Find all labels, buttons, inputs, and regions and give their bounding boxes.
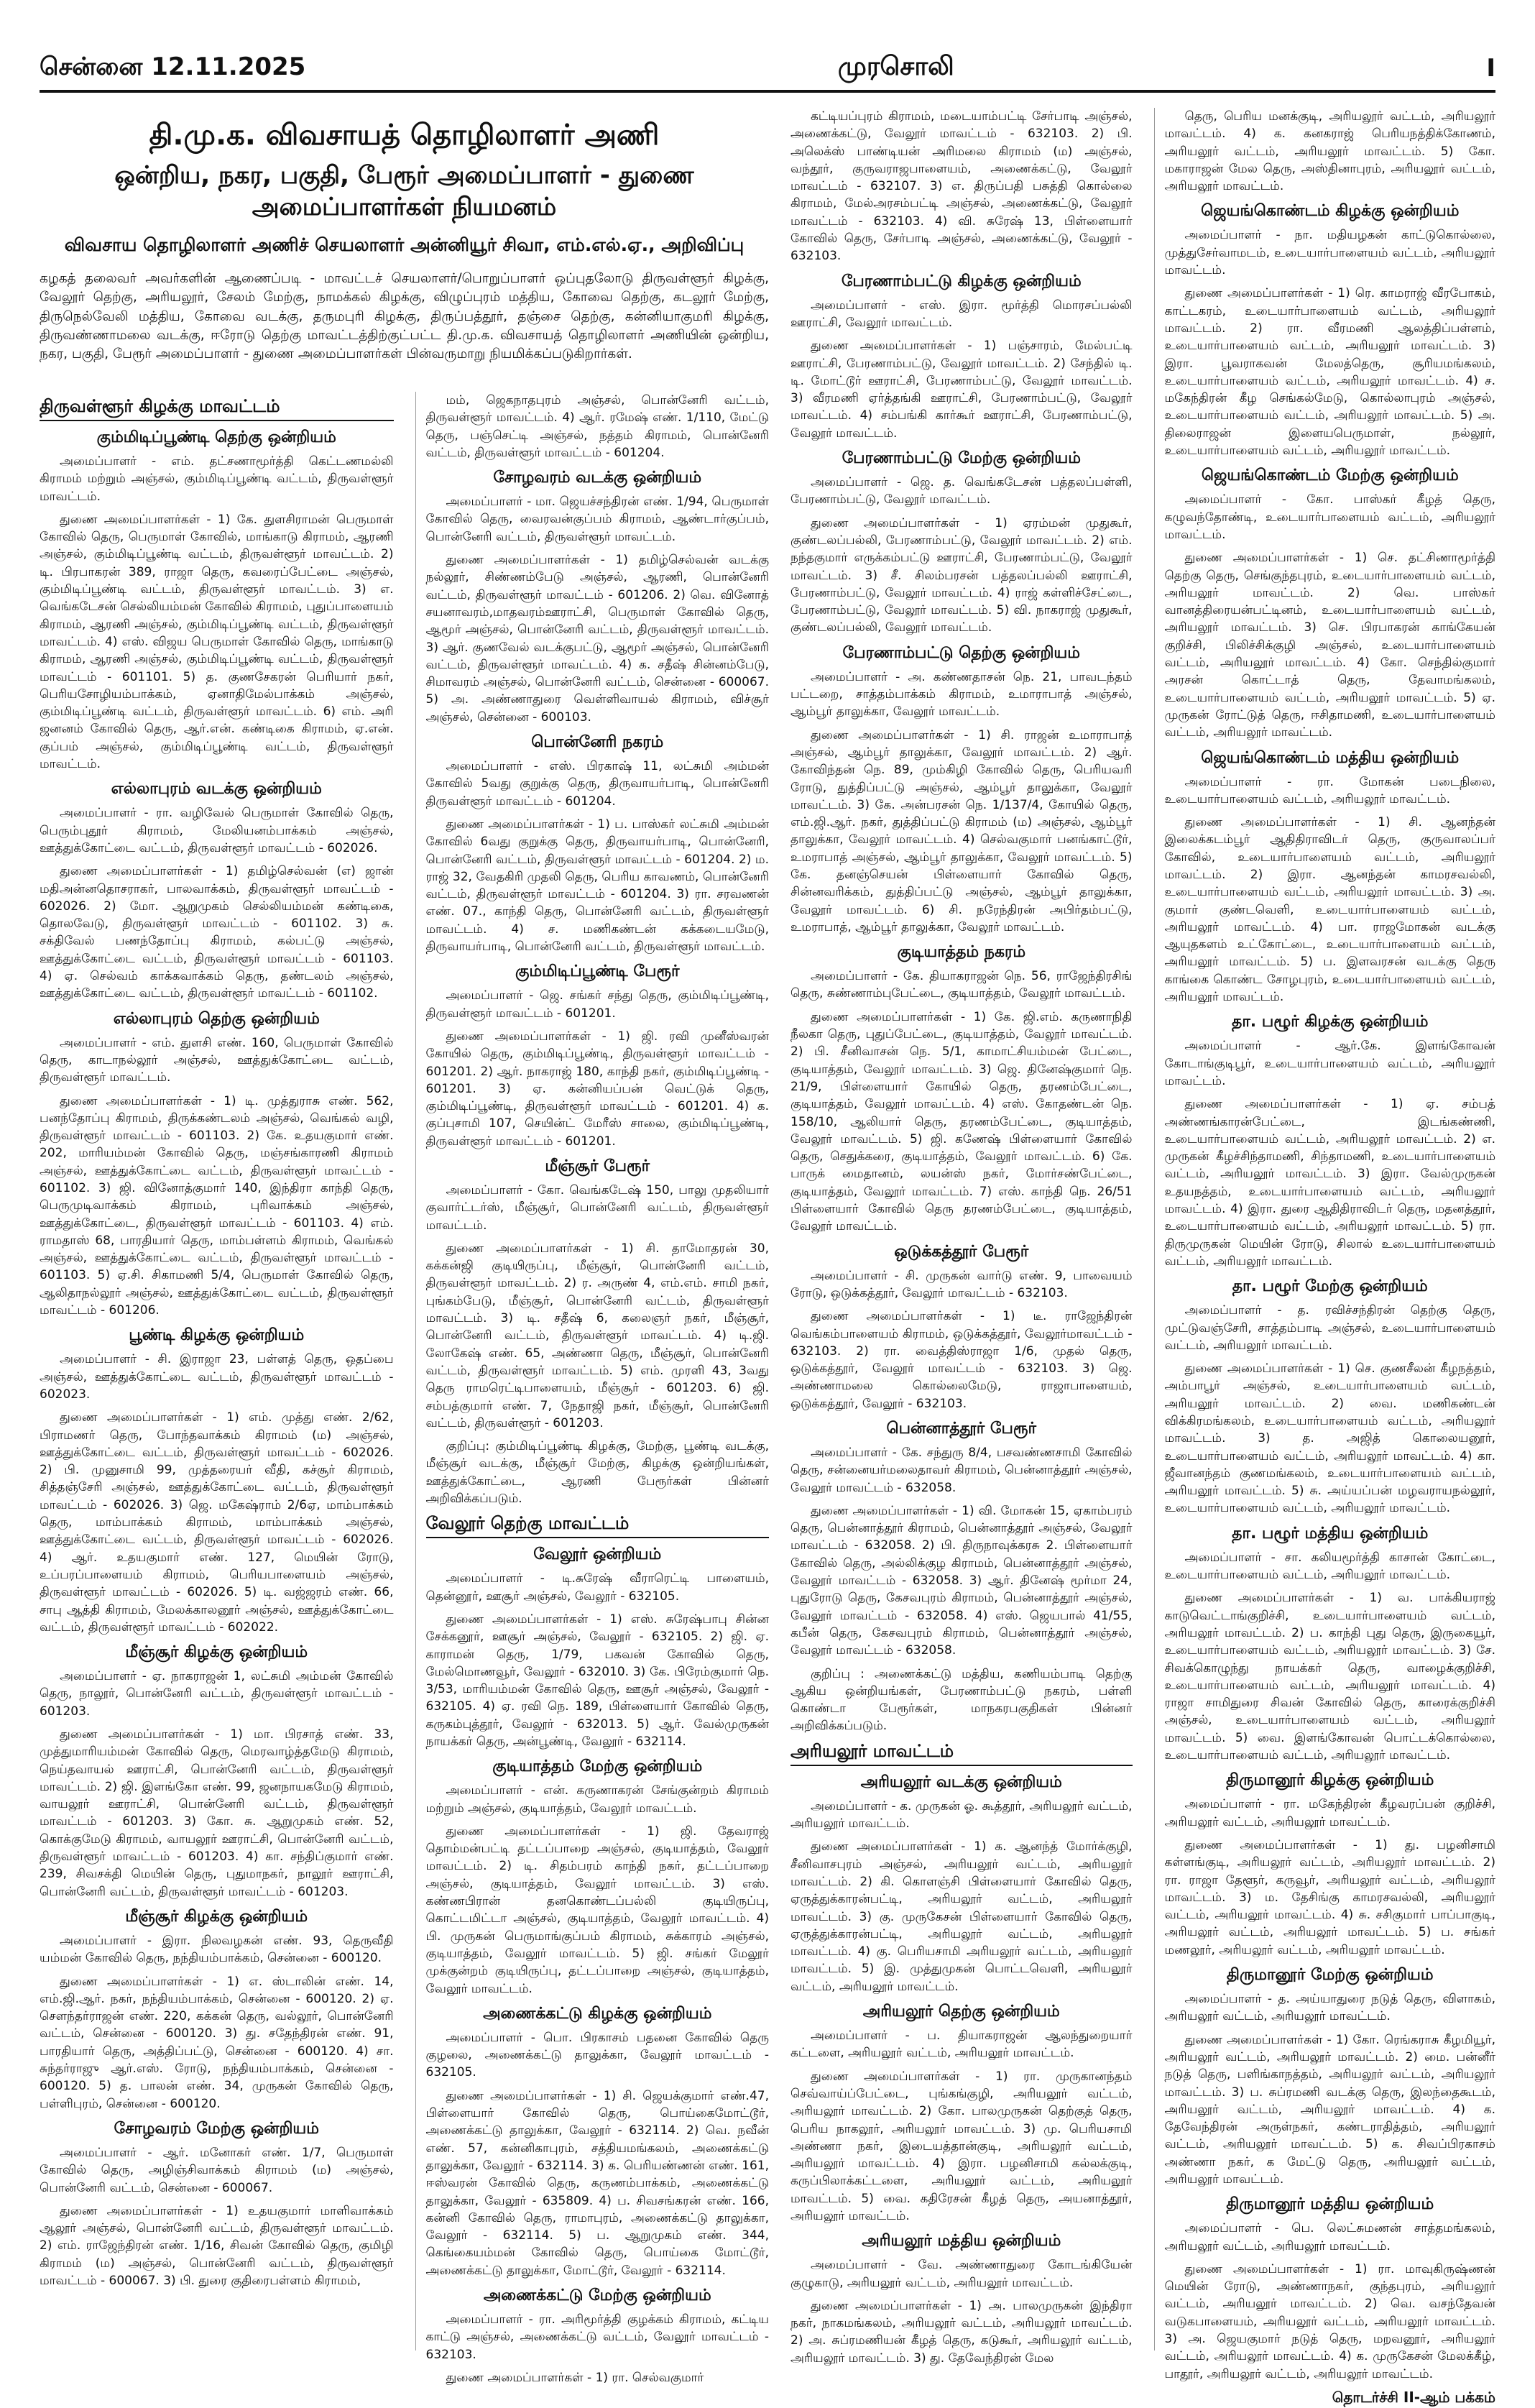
appointment-entry: துணை அமைப்பாளர்கள் - 1) ப. பாஸ்கர் லட்சுமி அம்மன் கோவில் 6வது குறுக்கு தெரு, திருவாயர்பாடி, பொன்னேரி, பொன்னேரி வட்டம், திருவள்ளூர் மாவட்டம் - 601204. 2) ம. ராஜ் 32, வேதகிரி முதலி தெரு, பெரிய காவணம், பொன்னேரி வட்டம், திருவள்ளூர் மாவட்டம் - 601204. 3) ரா. சரவணன் எண். 07., காந்தி தெரு, பொன்னேரி வட்டம், திருவள்ளூர் மாவட்டம். 4) ச. மணிகண்டன் கக்கடையமேடு, திருவாயர்பாடி, பொன்னேரி வட்டம், திருவள்ளூர் மாவட்டம். [425,817,769,955]
union-heading: மீஞ்சூர் கிழக்கு ஒன்றியம் [125,1643,308,1662]
appointment-entry: அமைப்பாளர் - ரா. மோகன் படைநிலை, உடையார்பாளையம் வட்டம், அரியலூர் மாவட்டம். [1164,774,1495,807]
union-heading: எல்லாபுரம் தெற்கு ஒன்றியம் [113,1009,320,1028]
appointment-entry: துணை அமைப்பாளர்கள் - 1) ஏ. சம்பத் அண்ணங்காரன்பேட்டை, இடங்கண்ணி, உடையார்பாளையம் வட்டம், அரியலூர் மாவட்டம். 2) எ. முருகன் கீழச்சிந்தாமணி, சிந்தாமணி, உடையார்பாளையம் வட்டம், அரியலூர் மாவட்டம். 3) இரா. வேல்முருகன் உதயநத்தம், உடையார்பாளையம் வட்டம், அரியலூர் மாவட்டம். 4) இரா. துரை ஆதிதிராவிடர் தெரு, மதனத்தூர், உடையார்பாளையம் வட்டம், அரியலூர் மாவட்டம். 5) ரா. திருமுருகன் மெயின் ரோடு, சிலால் உடையார்பாளையம் வட்டம், அரியலூர் மாவட்டம். [1164,1097,1495,1269]
union-heading: திருமானூர் மத்திய ஒன்றியம் [1226,2195,1434,2214]
appointment-entry: துணை அமைப்பாளர்கள் - 1) செ. தட்சிணாமூர்த்தி தெற்கு தெரு, செங்குந்தபுரம், உடையார்பாளையம் வட்டம், அரியலூர் மாவட்டம். 2) வெ. பாஸ்கர் வானத்திரையன்பட்டினம், உடையார்பாளையம் வட்டம், அரியலூர் மாவட்டம். 3) செ. பிரபாகரன் காங்கேயன் குறிச்சி, பிலிச்சிக்குழி அஞ்சல், உடையார்பாளையம் வட்டம், அரியலூர் மாவட்டம். 4) கோ. செந்தில்குமார் அரசன் கொட்டாத் தெரு, தேவாமங்கலம், உடையார்பாளையம் வட்டம், அரியலூர் மாவட்டம். 5) ஏ. முருகன் ரோட்டுத் தெரு, ஈசிதாமணி, உடையார்பாளையம் வட்டம், அரியலூர் மாவட்டம். [1164,551,1495,740]
appointment-entry: அமைப்பாளர் - சி. இராஜா 23, பள்ளத் தெரு, ஒதப்பை அஞ்சல், ஊத்துக்கோட்டை வட்டம், திருவள்ளூர் மாவட்டம் - 602023. [40,1352,394,1402]
left-columns [40,392,769,2385]
union-heading: பூண்டி கிழக்கு ஒன்றியம் [129,1326,305,1345]
appointment-entry: அமைப்பாளர் - ரா. மகேந்திரன் கீழவரப்பன் குறிச்சி, அரியலூர் வட்டம், அரியலூர் மாவட்டம். [1164,1797,1495,1829]
appointment-entry: துணை அமைப்பாளர்கள் - 1) ரா. மாவுகிருஷ்ணன் மெயின் ரோடு, அண்ணாநகர், குந்தபுரம், அரியலூர் வட்டம், அரியலூர் மாவட்டம். 2) வெ. வசந்தேவன் வடுகபாளையம், அரியலூர் வட்டம், அரியலூர் மாவட்டம். 3) அ. ஜெயகுமார் நடுத் தெரு, மறவனூர், அரியலூர் வட்டம், அரியலூர் மாவட்டம். 4) க. முருகேசன் மேலக்கீழ், பாதூர், அரியலூர் வட்டம், அரியலூர் மாவட்டம். [1164,2261,1495,2381]
appointment-entry: துணை அமைப்பாளர்கள் - 1) சி. ஜெயக்குமார் எண்.47, பிள்ளையார் கோவில் தெரு, பொய்கைமோட்டூர், அணைக்கட்டு தாலுக்கா, வேலூர் - 632114. 2) வெ. நவீன் எண். 57, கன்னிகாபுரம், சத்தியமங்கலம், அணைக்கட்டு தாலுக்கா, வேலூர் - 632114. 3) க. பெரியண்ணன் எண். 161, ஈஸ்வரன் கோவில் தெரு, கருணம்பாக்கம், அணைக்கட்டு தாலுக்கா, வேலூர் - 635809. 4) ப. சிவசங்கரன் எண். 166, கன்னி கோவில் தெரு, ராமாபுரம், அணைக்கட்டு தாலுக்கா, வேலூர் - 632114. 5) ப. ஆறுமுகம் எண். 344, கெங்கையம்மன் கோவில் தெரு, பொய்கை மோட்டூர், அணைக்கட்டு தாலுக்கா, மோட்டூர், வேலூர் - 632114. [425,2088,769,2278]
appointment-entry: துணை அமைப்பாளர்கள் - 1) சி. ஆனந்தன் இலைக்கடம்பூர் ஆதிதிராவிடர் தெரு, குருவாலப்பர் கோவில், உடையார்பாளையம் வட்டம், அரியலூர் மாவட்டம். 2) இரா. ஆனந்தன் காமரசவல்லி, உடையார்பாளையம் வட்டம், அரியலூர் மாவட்டம். 3) அ. குமார் குண்டவெளி, உடையார்பாளையம் வட்டம், அரியலூர் மாவட்டம். 4) பா. ராஜமோகன் வடக்கு ஆயுதகளம் உட்கோட்டை, உடையார்பாளையம் வட்டம், அரியலூர் மாவட்டம். 5) ப. இளவரசன் வடக்கு தெரு காங்கை கொண்ட சோழபுரம், உடையார்பாளையம் வட்டம், அரியலூர் மாவட்டம். [1164,815,1495,1005]
appointment-entry: அமைப்பாளர் - ஜெ. த. வெங்கடேசன் பத்தலப்பள்ளி, பேரணாம்பட்டு, வேலூர் மாவட்டம். [790,475,1133,507]
appointment-entry: துணை அமைப்பாளர்கள் - 1) ஏரம்மன் முதுகூர், குண்டலப்பல்லி, பேரணாம்பட்டு, வேலூர் மாவட்டம். 2) எம். நந்தகுமார் எருக்கம்பட்டு ஊராட்சி, பேரணாம்பட்டு, வேலூர் மாவட்டம். 3) சீ. சிலம்பரசன் பத்தலப்பல்லி ஊராட்சி, பேரணாம்பட்டு, வேலூர் மாவட்டம். 4) ராஜ் கள்ளிச்சேட்டை, பேரணாம்பட்டு, வேலூர் மாவட்டம். 5) வி. நாகராஜ் முதுகூர், குண்டலப்பல்லி, வேலூர் மாவட்டம். [790,515,1133,635]
union-heading: சோழவரம் வடக்கு ஒன்றியம் [493,469,702,487]
union-heading: வேலூர் ஒன்றியம் [533,1545,662,1564]
appointment-entry: துணை அமைப்பாளர்கள் - 1) து. பழனிசாமி கள்ளங்குடி, அரியலூர் வட்டம், அரியலூர் மாவட்டம். 2) ரா. ராஜா தேளூர், கருவூர், அரியலூர் வட்டம், அரியலூர் மாவட்டம். 3) ம. தேசிங்கு காமரசவல்லி, அரியலூர் வட்டம், அரியலூர் மாவட்டம். 4) சு. சசிகுமார் பாப்பாகுடி, அரியலூர் வட்டம், அரியலூர் மாவட்டம். 5) ப. சங்கர் மணலூர், அரியலூர் வட்டம், அரியலூர் மாவட்டம். [1164,1837,1495,1957]
continued-note: தொடர்ச்சி II-ஆம் பக்கம் [1332,2388,1495,2406]
appointment-entry: துணை அமைப்பாளர்கள் - 1) க. ஆனந்த் மோர்க்குழி, சீனிவாசபுரம் அஞ்சல், அரியலூர் வட்டம், அரியலூர் மாவட்டம். 2) கி. கொளஞ்சி பிள்ளையார் கோவில் தெரு, ஏருத்துக்காரன்பட்டி, அரியலூர் வட்டம், அரியலூர் மாவட்டம். 3) கு. முருகேசன் பிள்ளையார் கோவில் தெரு, ஏருத்துக்காரன்பட்டி, அரியலூர் வட்டம், அரியலூர் மாவட்டம். 4) கு. பெரியசாமி அரியலூர் வட்டம், அரியலூர் மாவட்டம். 5) இ. முத்துமுகன் பொட்டவெளி, அரியலூர் வட்டம், அரியலூர் மாவட்டம். [790,1839,1133,1994]
appointment-entry: துணை அமைப்பாளர்கள் - 1) கே. ஜி.எம். கருணாநிதி நீலகா தெரு, புதுப்பேட்டை, குடியாத்தம், வேலூர் மாவட்டம். 2) பி. சீனிவாசன் நெ. 5/1, காமாட்சியம்மன் பேட்டை, குடியாத்தம், வேலூர் மாவட்டம். 3) ஜெ. தினேஷ்குமார் நெ. 21/9, பிள்ளையார் கோயில் தெரு, தரணம்பேட்டை, குடியாத்தம், வேலூர் மாவட்டம். 4) எஸ். கோதண்டன் நெ. 158/10, ஆலியார் தெரு, தரணம்பேட்டை, குடியாத்தம், வேலூர் மாவட்டம். 5) ஜி. கணேஷ் பிள்ளையார் கோவில் தெரு, செதுக்கரை, குடியாத்தம், வேலூர் மாவட்டம். 6) கே. பாருக் மைதானம், லயன்ஸ் நகர், மோர்சண்பேட்டை, குடியாத்தம், வேலூர் மாவட்டம். 7) எஸ். காந்தி நெ. 26/51 பிள்ளையார் கோவில் தெரு தரணம்பேட்டை, குடியாத்தம், வேலூர் மாவட்டம். [790,1009,1133,1234]
appointment-entry: துணை அமைப்பாளர்கள் - 1) தமிழ்செல்வன் (எ) ஜான் மதிஅன்னதொசராகர், பாலவாக்கம், திருவள்ளூர் மாவட்டம் - 602026. 2) மோ. ஆறுமுகம் செல்லியம்மன் கண்டிகை, தொலவேடு, திருவள்ளூர் மாவட்டம் - 601102. 3) சு. சக்திவேல் பணந்தோப்பு கிராமம், கல்பட்டு அஞ்சல், ஊத்துக்கோட்டை வட்டம், திருவள்ளூர் மாவட்டம் - 601103. 4) ஏ. செல்வம் காக்கவாக்கம் தெரு, தண்டலம் அஞ்சல், ஊத்துக்கோட்டை வட்டம், திருவள்ளூர் மாவட்டம் - 601102. [40,864,394,1001]
union-heading: திருமானூர் மேற்கு ஒன்றியம் [1226,1966,1434,1985]
district-heading: திருவள்ளூர் கிழக்கு மாவட்டம் [40,396,394,421]
appointment-entry: துணை அமைப்பாளர்கள் - 1) சி. ராஜன் உமாராபாத் அஞ்சல், ஆம்பூர் தாலுக்கா, வேலூர் மாவட்டம். 2) ஆர். கோவிந்தன் நெ. 89, மும்கிழி கோவில் தெரு, பெரியவரி ரோடு, துத்திப்பட்டு அஞ்சல், ஆம்பூர் தாலுக்கா, வேலூர் மாவட்டம். 3) கே. அன்பரசன் நெ. 1/137/4, கோயில் தெரு, எம்.ஜி.ஆர். நகர், துத்திப்பட்டு கிராமம் (ம) அஞ்சல், ஆம்பூர் தாலுக்கா, வேலூர் மாவட்டம். 4) செல்வகுமார் பனங்காட்டூர், உமராபாத் அஞ்சல், ஆம்பூர் தாலுக்கா, வேலூர் மாவட்டம். 5) கே. தனஞ்செயன் பிள்ளையார் கோவில் தெரு, சின்னவரிக்கம், துத்திப்பட்டு அஞ்சல், ஆம்பூர் தாலுக்கா, வேலூர் மாவட்டம். 6) சி. நரேந்திரன் அபிர்தம்பட்டு, உமராபாத், ஆம்பூர் தாலுக்கா, வேலூர் மாவட்டம். [790,727,1133,934]
issue-date: சென்னை 12.11.2025 [40,52,306,81]
appointment-entry: துணை அமைப்பாளர்கள் - 1) சி. தாமோதரன் 30, கக்கன்ஜி குடியிருப்பு, மீஞ்சூர், பொன்னேரி வட்டம், திருவள்ளூர் மாவட்டம். 2) ர. அருண் 4, எம்.எம். சாமி நகர், புங்கம்பேடு, மீஞ்சூர், பொன்னேரி வட்டம், திருவள்ளூர் மாவட்டம். 3) டி. சதீஷ் 6, கலைஞர் நகர், மீஞ்சூர், பொன்னேரி வட்டம், திருவள்ளூர் மாவட்டம். 4) டி.ஜி. லோகேஷ் எண். 65, அண்ணா தெரு, மீஞ்சூர், பொன்னேரி வட்டம், திருவள்ளூர் மாவட்டம். 5) எம். முரளி 43, 3வது தெரு ராமரெட்டிபாளையம், மீஞ்சூர் - 601203. 6) ஜி. சம்பத்குமார் எண். 7, நேதாஜி நகர், மீஞ்சூர், பொன்னேரி வட்டம், திருவள்ளூர் - 601203. [425,1241,769,1430]
union-heading: பேரணாம்பட்டு தெற்கு ஒன்றியம் [842,643,1080,662]
appointment-entry: அமைப்பாளர் - கோ. வெங்கடேஷ் 150, பாலு முதலியார் குவார்ட்டர்ஸ், மீஞ்சூர், பொன்னேரி வட்டம், திருவள்ளூர் மாவட்டம். [425,1182,769,1233]
appointment-entry: குறிப்பு : அணைக்கட்டு மத்திய, கணியம்பாடி தெற்கு ஆகிய ஒன்றியங்கள், பேரணாம்பட்டு நகரம், பள்ளி கொண்டா பேரூர்கள், மாநகரபகுதிகள் பின்னர் அறிவிக்கப்படும். [790,1666,1133,1734]
appointment-entry: அமைப்பாளர் - ஜெ. சங்கர் சந்து தெரு, கும்மிடிப்பூண்டி, திருவள்ளூர் மாவட்டம் - 601201. [425,988,769,1021]
appointment-entry: துணை அமைப்பாளர்கள் - 1) எ. ஸ்டாலின் எண். 14, எம்.ஜி.ஆர். நகர், நந்தியம்பாக்கம், சென்னை - 600120. 2) ஏ. சௌந்தர்ராஜன் எண். 220, கக்கன் தெரு, வல்லூர், பொன்னேரி வட்டம், சென்னை - 600120. 3) து. சதேந்திரன் எண். 91, பாரதியார் தெரு, அத்திப்பட்டு, சென்னை - 600120. 4) சா. சுந்தர்ராஜு ஆர்.எஸ். ரோடு, நந்தியம்பாக்கம், சென்னை - 600120. 5) த. பாலன் எண். 34, முருகன் கோவில் தெரு, பள்ளிபுரம், சென்னை - 600120. [40,1974,394,2111]
column-1 [40,392,394,2350]
appointment-entry: அமைப்பாளர் - ப. தியாகராஜன் ஆலந்துறையார் கட்டளை, அரியலூர் வட்டம், அரியலூர் மாவட்டம். [790,2028,1133,2061]
appointment-entry: அமைப்பாளர் - அ. கண்ணதாசன் நெ. 21, பாவடந்தம் பட்டறை, சாத்தம்பாக்கம் கிராமம், உமாராபாத் அஞ்சல், ஆம்பூர் தாலுக்கா, வேலூர் மாவட்டம். [790,669,1133,720]
union-heading: மீஞ்சூர் கிழக்கு ஒன்றியம் [125,1907,308,1926]
appointment-entry: அமைப்பாளர் - ஆர்.கே. இளங்கோவன் கோடாங்குடிபூர், உடையார்பாளையம் வட்டம், அரியலூர் மாவட்டம். [1164,1039,1495,1088]
headline-title: தி.மு.க. விவசாயத் தொழிலாளர் அணி [149,119,660,152]
union-heading: கும்மிடிப்பூண்டி பேரூர் [515,962,680,981]
appointment-entry: மம், ஜெகநாதபுரம் அஞ்சல், பொன்னேரி வட்டம், திருவள்ளூர் மாவட்டம். 4) ஆர். ரமேஷ் எண். 1/110, மேட்டு தெரு, பஞ்செட்டி அஞ்சல், நத்தம் கிராமம், பொன்னேரி வட்டம், திருவள்ளூர் மாவட்டம் - 601204. [425,393,769,460]
union-heading: அரியலூர் வடக்கு ஒன்றியம் [860,1773,1062,1791]
paper-name: முரசொலி [837,52,954,81]
appointment-entry: அமைப்பாளர் - கே. தியாகராஜன் நெ. 56, ராஜேந்திரசிங் தெரு, சுண்ணாம்புபேட்டை, குடியாத்தம், வேலூர் மாவட்டம். [790,969,1133,1001]
appointment-entry: அமைப்பாளர் - நா. மதியழகன் காட்டுகொல்லை, முத்துசேர்வாமடம், உடையார்பாளையம் வட்டம், அரியலூர் மாவட்டம். [1164,228,1495,278]
union-heading: பேரணாம்பட்டு கிழக்கு ஒன்றியம் [841,272,1082,290]
district-heading: வேலூர் தெற்கு மாவட்டம் [426,1513,770,1538]
union-heading: அரியலூர் மத்திய ஒன்றியம் [862,2232,1061,2251]
appointment-entry: அமைப்பாளர் - த. ரவிச்சந்திரன் தெற்கு தெரு, முட்டுவஞ்சேரி, சாத்தம்பாடி அஞ்சல், உடையார்பாளையம் வட்டம், அரியலூர் மாவட்டம். [1164,1303,1495,1353]
appointment-entry: துணை அமைப்பாளர்கள் - 1) ரெ. காமராஜ் வீரபோகம், காட்டகரம், உடையார்பாளையம் வட்டம், அரியலூர் மாவட்டம். 2) ரா. வீரமணி ஆலத்திப்பள்ளம், உடையார்பாளையம் வட்டம், அரியலூர் மாவட்டம். 3) இரா. பூவராகவன் மேலத்தெரு, சூரியமங்கலம், உடையார்பாளையம் வட்டம், அரியலூர் மாவட்டம். 4) ச. மகேந்திரன் கீழ செங்கல்மேடு, கொல்லாபுரம் அஞ்சல், உடையார்பாளையம் வட்டம், அரியலூர் மாவட்டம். 5) அ. திலைராஜன் இளையபெருமாள், நல்லூர், உடையார்பாளையம் வட்டம், அரியலூர் மாவட்டம். [1164,286,1495,459]
appointment-entry: தெரு, பெரிய மனக்குடி, அரியலூர் வட்டம், அரியலூர் மாவட்டம். 4) க. கனகராஜ் பெரியநத்திக்கோணம், அரியலூர் வட்டம், அரியலூர் மாவட்டம். 5) கோ. மகாராஜன் மேல தெரு, அஸ்தினாபுரம், அரியலூர் வட்டம், அரியலூர் மாவட்டம். [1164,109,1495,194]
union-heading: பேரணாம்பட்டு மேற்கு ஒன்றியம் [842,449,1081,468]
appointment-entry: அமைப்பாளர் - இரா. நிலவழகன் எண். 93, தெருவீதி யம்மன் கோவில் தெரு, நந்தியம்பாக்கம், சென்னை - 600120. [40,1933,394,1966]
appointment-entry: துணை அமைப்பாளர்கள் - 1) எம். முத்து எண். 2/62, பிராமணர் தெரு, போந்தவாக்கம் கிராமம் (ம) அஞ்சல், ஊத்துக்கோட்டை வட்டம், திருவள்ளூர் மாவட்டம் - 602026. 2) பி. முனுசாமி 99, முத்தரையர் வீதி, கச்சூர் கிராமம், சித்தஞ்சேரி அஞ்சல், ஊத்துக்கோட்டை வட்டம், திருவள்ளூர் மாவட்டம் - 602026. 3) ஜெ. மகேஷ்ராம் 2/6ஏ, மாம்பாக்கம் தெரு, மாம்பாக்கம் கிராமம், மாம்பாக்கம் அஞ்சல், ஊத்துக்கோட்டை வட்டம், திருவள்ளூர் மாவட்டம் - 602026. 4) ஆர். உதயகுமார் எண். 127, மெயின் ரோடு, உப்பரப்பாளையம் கிராமம், பெரியபாளையம் அஞ்சல், திருவள்ளூர் மாவட்டம் - 602026. 5) டி. வஜ்ஜரம் எண். 66, சாபு ஆத்தி கிராமம், மேலக்காலனூர் அஞ்சல், ஊத்துக்கோட்டை வட்டம், திருவள்ளூர் மாவட்டம் - 602022. [40,1410,394,1635]
union-heading: ஜெயங்கொண்டம் கிழக்கு ஒன்றியம் [1201,202,1460,221]
appointment-entry: அமைப்பாளர் - ஏ. நாகராஜன் 1, லட்சுமி அம்மன் கோவில் தெரு, நாலூர், பொன்னேரி வட்டம், திருவள்ளூர் மாவட்டம் - 601203. [40,1669,394,1719]
appointment-entry: குறிப்பு: கும்மிடிப்பூண்டி கிழக்கு, மேற்கு, பூண்டி வடக்கு, மீஞ்சூர் வடக்கு, மீஞ்சூர் மேற்கு, கிழக்கு ஒன்றியங்கள், ஊத்துக்கோட்டை, ஆரணி பேரூர்கள் பின்னர் அறிவிக்கப்படும். [425,1439,769,1507]
union-heading: ஜெயங்கொண்டம் மேற்கு ஒன்றியம் [1201,467,1459,485]
appointment-entry: துணை அமைப்பாளர்கள் - 1) வ. பாக்கியராஜ் காடுவெட்டாங்குறிச்சி, உடையார்பாளையம் வட்டம், அரியலூர் மாவட்டம். 2) ப. காந்தி புது தெரு, இருகையூர், உடையார்பாளையம் வட்டம், அரியலூர் மாவட்டம். 3) சே. சிவக்கொழுந்து நாயக்கர் தெரு, வாழைக்குறிச்சி, உடையார்பாளையம் வட்டம், அரியலூர் மாவட்டம். 4) ராஜா சாமிதுரை சிவன் கோவில் தெரு, காரைக்குறிச்சி அஞ்சல், உடையார்பாளையம் வட்டம், அரியலூர் மாவட்டம். 5) வை. இளங்கோவன் பொட்டக்கொல்லை, உடையார்பாளையம் வட்டம், அரியலூர் மாவட்டம். [1164,1591,1495,1763]
union-heading: பொன்னேரி நகரம் [531,733,664,752]
appointment-entry: துணை அமைப்பாளர்கள் - 1) அ. பாலமுருகன் இந்திரா நகர், நாகமங்கலம், அரியலூர் வட்டம், அரியலூர் மாவட்டம். 2) அ. சுப்ரமணியன் கீழத் தெரு, கடுகூர், அரியலூர் வட்டம், அரியலூர் மாவட்டம். 3) து. தேவேந்திரன் மேல [790,2298,1133,2366]
appointment-entry: துணை அமைப்பாளர்கள் - 1) தமிழ்செல்வன் வடக்கு நல்லூர், சிண்ணம்பேடு அஞ்சல், ஆரணி, பொன்னேரி வட்டம், திருவள்ளூர் மாவட்டம் - 601206. 2) வெ. வினோத் சயனாவரம்,மாதவரம்ஊராட்சி, பெருமாள் கோவில் தெரு, ஆமூர் அஞ்சல், பொன்னேரி வட்டம், திருவள்ளூர் மாவட்டம். 3) ஆர். குணவேல் வடக்குபட்டு, ஆமூர் அஞ்சல், பொன்னேரி வட்டம், திருவள்ளூர் மாவட்டம். 4) க. சதீஷ் சின்னம்பேடு, சிமாவரம் அஞ்சல், பொன்னேரி வட்டம், சென்னை - 600067. 5) அ. அண்ணாதுரை வெள்ளிவாயல் கிராமம், விச்சூர் அஞ்சல், சென்னை - 600103. [425,553,769,725]
headline-subtitle: ஒன்றிய, நகர, பகுதி, பேரூர் அமைப்பாளர் - துணை அமைப்பாளர்கள் நியமனம் [114,161,694,221]
union-heading: தா. பழூர் மத்திய ஒன்றியம் [1232,1524,1429,1543]
union-heading: ஜெயங்கொண்டம் மத்திய ஒன்றியம் [1201,748,1460,767]
appointment-entry: துணை அமைப்பாளர்கள் - 1) செ. குணசீலன் கீழநத்தம், அம்பாபூர் அஞ்சல், உடையார்பாளையம் வட்டம், அரியலூர் மாவட்டம். 2) வை. மணிகண்டன் விக்கிரமங்கலம், உடையார்பாளையம் வட்டம், அரியலூர் மாவட்டம். 3) த. அஜித் கொலையனூர், உடையார்பாளையம் வட்டம், அரியலூர் மாவட்டம். 4) கா. ஜீவானந்தம் குணமங்கலம், உடையார்பாளையம் வட்டம், அரியலூர் மாவட்டம். 5) சு. அய்யப்பன் மழவராயநல்லூர், உடையார்பாளையம் வட்டம், அரியலூர் மாவட்டம். [1164,1361,1495,1516]
union-heading: கும்மிடிப்பூண்டி தெற்கு ஒன்றியம் [96,428,336,446]
appointment-entry: அமைப்பாளர் - சா. கலியமூர்த்தி காசான் கோட்டை, உடையார்பாளையம் வட்டம், அரியலூர் மாவட்டம். [1164,1550,1495,1583]
headline-block [40,111,769,270]
appointment-entry: அமைப்பாளர் - எம். துளசி எண். 160, பெருமாள் கோவில் தெரு, காடாநல்லூர் அஞ்சல், ஊத்துக்கோட்டை வட்டம், திருவள்ளூர் மாவட்டம். [40,1035,394,1085]
appointment-entry: துணை அமைப்பாளர்கள் - 1) பஞ்சாரம், மேல்பட்டி ஊராட்சி, பேரணாம்பட்டு, வேலூர் மாவட்டம். 2) சேந்தில் டி. டி. மோட்டூர் ஊராட்சி, பேரணாம்பட்டு, வேலூர் மாவட்டம். 3) வீரமணி ஏர்த்தங்கி ஊராட்சி, பேரணாம்பட்டு, வேலூர் மாவட்டம். 4) சம்பங்கி கார்கூர் ஊராட்சி, பேரணாம்பட்டு, வேலூர் மாவட்டம். [790,339,1133,441]
union-heading: அணைக்கட்டு கிழக்கு ஒன்றியம் [483,2004,712,2023]
appointment-entry: துணை அமைப்பாளர்கள் - 1) வி. மோகன் 15, ஏகாம்பரம் தெரு, பென்னாத்தூர் கிராமம், பென்னாத்தூர் அஞ்சல், வேலூர் மாவட்டம் - 632058. 2) பி. திருநாவுக்கரசு 2. பிள்ளையார் கோவில் தெரு, அல்லிக்குழ கிராமம், பென்னாத்தூர் அஞ்சல், வேலூர் மாவட்டம் - 632058. 3) ஆர். தினேஷ் மூர்மா 24, புதுரோடு தெரு, கேசவபுரம் கிராமம், பென்னாத்தூர் அஞ்சல், வேலூர் மாவட்டம் - 632058. 4) எஸ். ஜெயபால் 41/55, கபீன் தெரு, கேசவபுரம் கிராமம், பென்னாத்தூர் அஞ்சல், வேலூர் மாவட்டம் - 632058. [790,1503,1133,1658]
appointment-entry: அமைப்பாளர் - மா. ஜெயச்சந்திரன் எண். 1/94, பெருமாள் கோவில் தெரு, வைரவன்குப்பம் கிராமம், ஆண்டார்குப்பம், பொன்னேரி வட்டம், திருவள்ளூர் மாவட்டம். [425,495,769,544]
column-4 [1154,108,1496,2406]
union-heading: மீஞ்சூர் பேரூர் [545,1157,650,1175]
appointment-entry: அமைப்பாளர் - கோ. பாஸ்கர் கீழத் தெரு, கழுவந்தோண்டி, உடையார்பாளையம் வட்டம், அரியலூர் மாவட்டம். [1164,492,1495,542]
appointment-entry: அமைப்பாளர் - பொ. பிரகாசம் பதனை கோவில் தெரு குழலை, அணைக்கட்டு தாலுக்கா, வேலூர் மாவட்டம் - 632105. [425,2030,769,2080]
appointment-entry: அமைப்பாளர் - எஸ். பிரகாஷ் 11, லட்சுமி அம்மன் கோவில் 5வது குறுக்கு தெரு, திருவாயர்பாடி, பொன்னேரி திருவள்ளூர் மாவட்டம் - 601204. [425,759,769,809]
appointment-entry: துணை அமைப்பாளர்கள் - 1) டி. முத்துராசு எண். 562, பனந்தோப்பு கிராமம், திருக்கண்டலம் அஞ்சல், வெங்கல் வழி, திருவள்ளூர் மாவட்டம் - 601103. 2) கே. உதயகுமார் எண். 202, மாரியம்மன் கோவில் தெரு, மஞ்சங்காரணி கிராமம் அஞ்சல், ஊத்துக்கோட்டை வட்டம், திருவள்ளூர் மாவட்டம் - 601102. 3) ஜி. வினோத்குமார் 140, இந்திரா காந்தி தெரு, பெருமுடிவாக்கம் கிராமம், புரிவாக்கம் அஞ்சல், ஊத்துக்கோட்டை, திருவள்ளூர் மாவட்டம் - 601103. 4) எம். ராமதாஸ் 68, பாரதியார் தெரு, மாம்பள்ளம் கிராமம், வெங்கல் அஞ்சல், ஊத்துக்கோட்டை வட்டம், திருவள்ளூர் மாவட்டம் - 601103. 5) ஏ.சி. சிகாமணி 5/4, பெருமாள் கோவில் தெரு, ஆலிதாநல்லூர் அஞ்சல், ஊத்துக்கோட்டை வட்டம், திருவள்ளூர் மாவட்டம் - 601206. [40,1093,394,1318]
union-heading: அணைக்கட்டு மேற்கு ஒன்றியம் [483,2287,711,2305]
union-heading: தா. பழூர் கிழக்கு ஒன்றியம் [1231,1013,1429,1031]
appointment-entry: துணை அமைப்பாளர்கள் - 1) ஜி. ரவி முனீஸ்வரன் கோயில் தெரு, கும்மிடிப்பூண்டி, திருவள்ளூர் மாவட்டம் - 601201. 2) ஆர். நாகராஜ் 180, காந்தி நகர், கும்மிடிப்பூண்டி - 601201. 3) ஏ. கன்னியப்பன் வெட்டுக் தெரு, கும்மிடிப்பூண்டி, திருவள்ளூர் மாவட்டம் - 601201. 4) க. குப்புசாமி 107, செயின்ட் மேரீஸ் சாலை, கும்மிடிப்பூண்டி, திருவள்ளூர் மாவட்டம் - 601201. [425,1029,769,1149]
appointment-entry: அமைப்பாளர் - ஆர். மனோகர் எண். 1/7, பெருமாள் கோவில் தெரு, அழிஞ்சிவாக்கம் கிராமம் (ம) அஞ்சல், பொன்னேரி வட்டம், சென்னை - 600067. [40,2145,394,2195]
union-heading: அரியலூர் தெற்கு ஒன்றியம் [862,2003,1060,2021]
appointment-entry: அமைப்பாளர் - என். கருணாகரன் சேங்குன்றம் கிராமம் மற்றும் அஞ்சல், குடியாத்தம், வேலூர் மாவட்டம். [425,1783,769,1816]
appointment-entry: துணை அமைப்பாளர்கள் - 1) டீ. ராஜேந்திரன் வெங்கம்பாளையம் கிராமம், ஒடுக்கத்தூர், வேலூர்மாவட்டம் - 632103. 2) ரா. வைத்திஸ்ராஜா 1/6, முதல் தெரு, ஒடுக்கத்தூர், வேலூர் மாவட்டம் - 632103. 3) ஜெ. அண்ணாமலை கொல்லைமேடு, ராஜாபாளையம், ஒடுக்கத்தூர், வேலூர் - 632103. [790,1309,1133,1411]
appointment-entry: துணை அமைப்பாளர்கள் - 1) ரா. முருகானந்தம் செவ்வாய்ப்பேட்டை, புங்கங்குழி, அரியலூர் வட்டம், அரியலூர் மாவட்டம். 2) கோ. பாலமுருகன் தெற்குத் தெரு, பெரிய நாகலூர், அரியலூர் மாவட்டம். 3) மு. பெரியசாமி அண்ணா நகர், இடையத்தான்குடி, அரியலூர் வட்டம், அரியலூர் மாவட்டம். 4) இரா. பழனிசாமி கல்லக்குடி, கருப்பிலாக்கட்டளை, அரியலூர் வட்டம், அரியலூர் மாவட்டம். 5) வை. கதிரேசன் கீழத் தெரு, அயனாத்தூர், அரியலூர் மாவட்டம். [790,2069,1133,2223]
appointment-entry: அமைப்பாளர் - பெ. லெட்சுமணன் சாத்தமங்கலம், அரியலூர் வட்டம், அரியலூர் மாவட்டம். [1164,2221,1495,2253]
appointment-entry: அமைப்பாளர் - சி. முருகன் வார்டு எண். 9, பாவையம் ரோடு, ஒடுக்கத்தூர், வேலூர் மாவட்டம் - 632103. [790,1268,1133,1300]
district-heading: அரியலூர் மாவட்டம் [790,1741,1133,1766]
appointment-entry: அமைப்பாளர் - டி.சுரேஷ் வீராரெட்டி பாளையம், தென்னூர், ஊசூர் அஞ்சல், வேலூர் - 632105. [425,1571,769,1604]
appointment-entry: அமைப்பாளர் - வே. அண்ணாதுரை கோடங்கியேன் குழுகாடு, அரியலூர் வட்டம், அரியலூர் மாவட்டம். [790,2258,1133,2290]
appointment-entry: அமைப்பாளர் - த. அய்யாதுரை நடுத் தெரு, விளாகம், அரியலூர் வட்டம், அரியலூர் மாவட்டம். [1164,1992,1495,2024]
appointment-entry: துணை அமைப்பாளர்கள் - 1) எஸ். சுரேஷ்பாபு சின்ன சேக்கனூர், ஊசூர் அஞ்சல், வேலூர் - 632105. 2) ஜி. ஏ. காராமன் தெரு, 1/79, பகவன் கோவில் தெரு, மேல்மொணவூர், வேலூர் - 632010. 3) கே. பிரேம்குமார் நெ. 3/53, மாரியம்மன் கோவில் தெரு, ஊசூர் அஞ்சல், வேலூர் - 632105. 4) ஏ. ரவி நெ. 189, பிள்ளையார் கோவில் தெரு, கருகம்புத்தூர், வேலூர் - 632013. 5) ஆர். வேல்முருகன் நாயக்கர் தெரு, அன்பூண்டி, வேலூர் - 632114. [425,1612,769,1749]
appointment-entry: கட்டியப்புரம் கிராமம், மடையாம்பட்டி சேர்பாடி அஞ்சல், அணைக்கட்டு, வேலூர் மாவட்டம் - 632103. 2) பி. அலெக்ஸ் பாண்டியன் அரிமலை கிராமம் (ம) அஞ்சல், வந்தூர், குருவராஜபாளையம், அணைக்கட்டு, வேலூர் மாவட்டம் - 632107. 3) எ. திருப்பதி பசுத்தி கொல்லை கிராமம், மேல்அரசம்பட்டி அஞ்சல், அணைக்கட்டு, வேலூர் மாவட்டம் - 632103. 4) வி. சுரேஷ் 13, பிள்ளையார் கோவில் தெரு, சேர்பாடி அஞ்சல், அணைக்கட்டு, வேலூர் - 632103. [790,109,1133,264]
appointment-entry: துணை அமைப்பாளர்கள் - 1) கோ. ரெங்கராசு கீழமியூர், அரியலூர் வட்டம், அரியலூர் மாவட்டம். 2) மை. பன்னீர் நடுத் தெரு, பளிங்காநத்தம், அரியலூர் வட்டம், அரியலூர் மாவட்டம். 3) ப. சுப்ரமணி வடக்கு தெரு, இலந்தைகூடம், அரியலூர் வட்டம், அரியலூர் மாவட்டம். 4) க. தேவேந்திரன் அருள்நகர், கண்டராதித்தம், அரியலூர் வட்டம், அரியலூர் மாவட்டம். 5) க. சிவப்பிரகாசம் அண்ணா நகர், க மேட்டு தெரு, அரியலூர் வட்டம், அரியலூர் மாவட்டம். [1164,2032,1495,2187]
appointment-entry: துணை அமைப்பாளர்கள் - 1) கே. துளசிராமன் பெருமாள் கோவில் தெரு, பெருமாள் கோவில், மாங்காடு கிராமம், ஆரணி அஞ்சல், கும்மிடிப்பூண்டி வட்டம், திருவள்ளூர் மாவட்டம். 2) டி. பிரபாகரன் 389, ராஜா தெரு, கவரைப்பேட்டை அஞ்சல், கும்மிடிப்பூண்டி வட்டம், திருவள்ளூர் மாவட்டம். 3) எ. வெங்கடேசன் செல்லியம்மன் கோவில் கிராமம், புதுப்பாளையம் கிராமம், ஆரணி அஞ்சல், கும்மிடிப்பூண்டி வட்டம், திருவள்ளூர் மாவட்டம். 4) எஸ். விஜய பெருமாள் கோவில் தெரு, மாங்காடு கிராமம், ஆரணி அஞ்சல், கும்மிடிப்பூண்டி வட்டம், திருவள்ளூர் மாவட்டம் - 601101. 5) த. குணசேகரன் பெரியார் நகர், பெரியசோழியம்பாக்கம், ஏனாதிமேல்பாக்கம் அஞ்சல், கும்மிடிப்பூண்டி வட்டம், திருவள்ளூர் மாவட்டம். 6) எம். அரி ஜனனம் கோவில் தெரு, ஆர்.என். கண்டிகை கிராமம், ஏ.என். குப்பம் அஞ்சல், கும்மிடிப்பூண்டி வட்டம், திருவள்ளூர் மாவட்டம். [40,512,394,772]
union-heading: திருமானூர் கிழக்கு ஒன்றியம் [1226,1771,1434,1790]
union-heading: தா. பழூர் மேற்கு ஒன்றியம் [1232,1277,1428,1296]
column-2 [415,392,770,2385]
union-heading: குடியாத்தம் மேற்கு ஒன்றியம் [492,1757,703,1776]
appointment-entry: துணை அமைப்பாளர்கள் - 1) ரா. செல்வகுமார் [446,2370,704,2385]
appointment-entry: துணை அமைப்பாளர்கள் - 1) மா. பிரசாத் எண். 33, முத்துமாரியம்மன் கோவில் தெரு, மெரவாழ்த்தமேடு கிராமம், நெய்தவாயல் ஊராட்சி, பொன்னேரி வட்டம், திருவள்ளூர் மாவட்டம். 2) ஜி. இளங்கோ எண். 99, ஜனநாயகமேடு கிராமம், வாயலூர் ஊராட்சி, பொன்னேரி வட்டம், திருவள்ளூர் மாவட்டம் - 601203. 3) கோ. சு. ஆறுமுகம் எண். 52, கொக்குமேடு கிராமம், வாயலூர் ஊராட்சி, பொன்னேரி வட்டம், திருவள்ளூர் மாவட்டம் - 601203. 4) கா. சந்திப்குமார் எண். 239, சிவசக்தி மெயின் தெரு, புதுமாநகர், நாலூர் ஊராட்சி, பொன்னேரி வட்டம், திருவள்ளூர் மாவட்டம் - 601203. [40,1727,394,1899]
appointment-entry: துணை அமைப்பாளர்கள் - 1) உதயகுமார் மாளிவாக்கம் ஆலூர் அஞ்சல், பொன்னேரி வட்டம், திருவள்ளூர் மாவட்டம். 2) எம். ராஜேந்திரன் எண். 1/16, சிவன் கோவில் தெரு, குமிழி கிராமம் (ம) அஞ்சல், பொன்னேரி வட்டம், திருவள்ளூர் மாவட்டம் - 600067. 3) பி. துரை குதிரைபள்ளம் கிராமம், [40,2203,394,2289]
union-heading: பென்னாத்தூர் பேரூர் [886,1420,1036,1438]
union-heading: எல்லாபுரம் வடக்கு ஒன்றியம் [111,780,322,799]
intro-paragraph: கழகத் தலைவர் அவர்களின் ஆணைப்படி - மாவட்டச் செயலாளர்/பொறுப்பாளர் ஒப்புதலோடு திருவள்ளூர் கிழக்கு, வேலூர் தெற்கு, அரியலூர், சேலம் மேற்கு, நாமக்கல் கிழக்கு, விழுப்புரம் மத்திய, கோவை தெற்கு, கடலூர் மேற்கு, திருநெல்வேலி மத்திய, கோவை வடக்கு, தருமபுரி கிழக்கு, திருப்பத்தூர், தஞ்சை தெற்கு, கன்னியாகுமரி கிழக்கு, திருவண்ணாமலை வடக்கு, ஈரோடு தெற்கு மாவட்டத்திற்குட்பட்ட தி.மு.க. விவசாயத் தொழிலாளர் அணியின் ஒன்றிய, நகர, பகுதி, பேரூர் அமைப்பாளர் - துணை அமைப்பாளர்கள் பின்வருமாறு நியமிக்கப்படுகிறார்கள். [40,271,769,362]
appointment-entry: அமைப்பாளர் - எம். தட்சணாமூர்த்தி கெட்டணமல்லி கிராமம் மற்றும் அஞ்சல், கும்மிடிப்பூண்டி வட்டம், திருவள்ளூர் மாவட்டம். [40,454,394,504]
union-heading: ஒடுக்கத்தூர் பேரூர் [894,1242,1029,1261]
appointment-entry: அமைப்பாளர் - ரா. அரிமூர்த்தி குழக்கம் கிராமம், கட்டிய காட்டு அஞ்சல், அணைக்கட்டு வட்டம், வேலூர் மாவட்டம் - 632103. [425,2312,769,2362]
appointment-entry: அமைப்பாளர் - ரா. வழிவேல் பெருமாள் கோவில் தெரு, பெரும்புதூர் கிராமம், மேலியனம்பாக்கம் அஞ்சல், ஊத்துக்கோட்டை வட்டம், திருவள்ளூர் மாவட்டம் - 602026. [40,806,394,855]
appointment-entry: அமைப்பாளர் - க. முருகன் ஓ. கூத்தூர், அரியலூர் வட்டம், அரியலூர் மாவட்டம். [790,1798,1133,1832]
union-heading: குடியாத்தம் நகரம் [897,943,1026,962]
appointment-entry: அமைப்பாளர் - கே. சந்துரு 8/4, பசவண்ணசாமி கோவில் தெரு, சன்னையர்மலைதாவர் கிராமம், பென்னாத்தூர் அஞ்சல், வேலூர் மாவட்டம் - 632058. [790,1446,1133,1495]
right-columns [790,108,1495,2406]
column-3 [790,108,1133,2366]
page-number: I [1486,54,1495,83]
appointment-entry: அமைப்பாளர் - எஸ். இரா. மூர்த்தி மொரசப்பல்லி ஊராட்சி, வேலூர் மாவட்டம். [790,298,1133,330]
masthead [40,47,1495,93]
headline-byline: விவசாய தொழிலாளர் அணிச் செயலாளர் அன்னியூர் சிவா, எம்.எல்.ஏ., அறிவிப்பு [64,234,745,255]
appointment-entry: துணை அமைப்பாளர்கள் - 1) ஜி. தேவராஜ் தொம்மன்பட்டி தட்டப்பாறை அஞ்சல், குடியாத்தம், வேலூர் மாவட்டம். 2) டி. சிதம்பரம் காந்தி நகர், தட்டப்பாறை அஞ்சல், குடியாத்தம், வேலூர் மாவட்டம். 3) எஸ். கண்ணபிரான் தனகொண்டப்பல்லி குடியிருப்பு, கொட்டமிட்டா அஞ்சல், குடியாத்தம், வேலூர் மாவட்டம். 4) பி. முருகன் பெருமாங்குப்பம் கிராமம், சுக்காரம் அஞ்சல், குடியாத்தம், வேலூர் மாவட்டம். 5) ஜி. சங்கர் மேலூர் முக்குன்றம் குடியிருப்பு, தட்டப்பாறை அஞ்சல், குடியாத்தம், வேலூர் மாவட்டம். [425,1824,769,1996]
union-heading: சோழவரம் மேற்கு ஒன்றியம் [114,2119,319,2138]
